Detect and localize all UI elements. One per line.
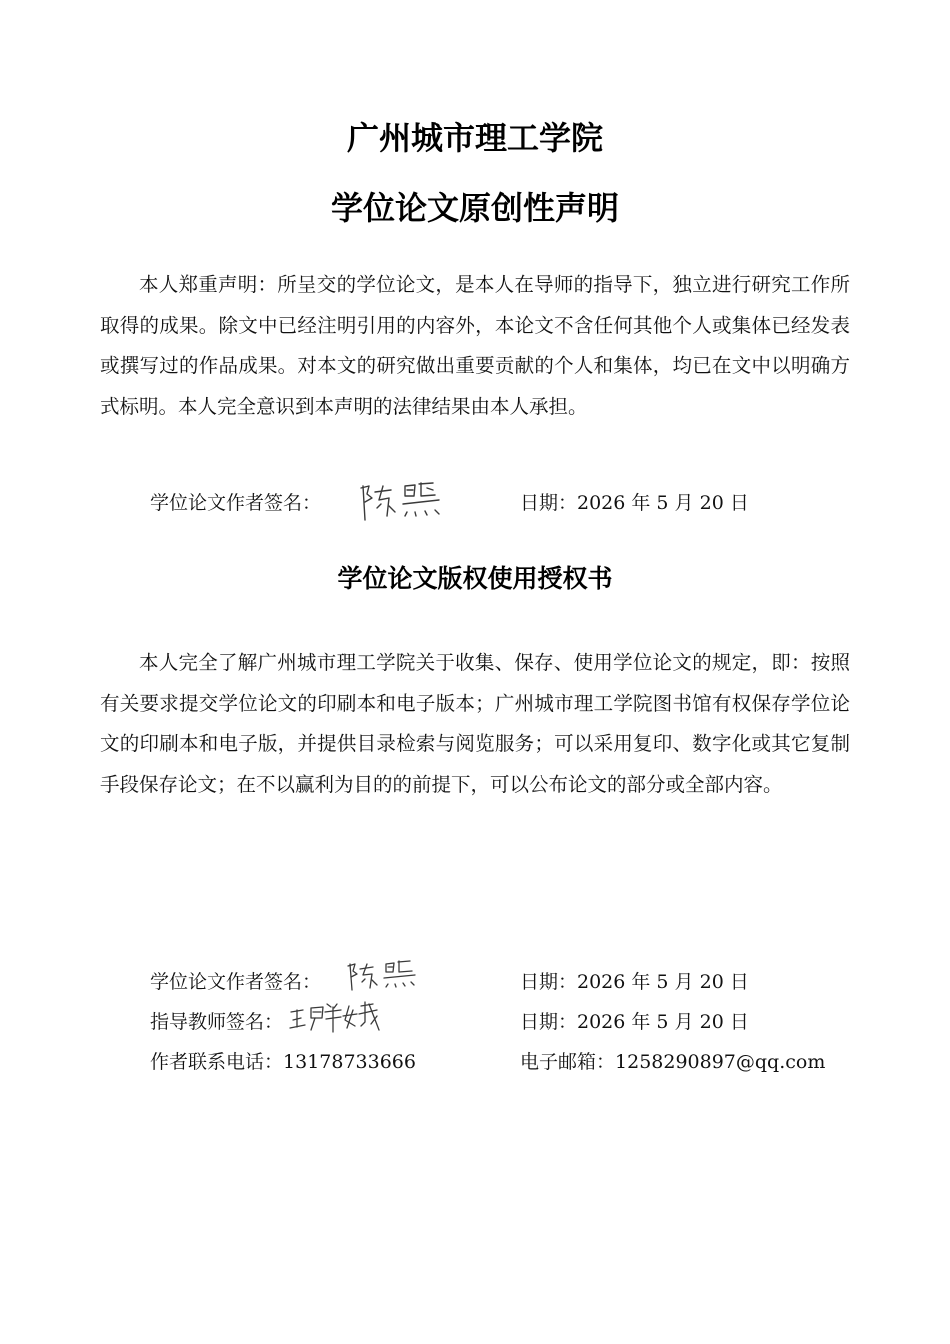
- email-row: [520, 1047, 825, 1077]
- advisor-handwritten-signature: [287, 998, 383, 1040]
- author-sign-label-2: 学位论文作者签名：: [150, 971, 322, 993]
- author-date-2: 日期：2026 年 5 月 20 日: [520, 971, 749, 993]
- phone-number: 13178733666: [283, 1051, 416, 1073]
- copyright-statement: 本人完全了解广州城市理工学院关于收集、保存、使用学位论文的规定，即：按照有关要求提交学位论文的印刷本和电子版本；广州城市理工学院图书馆有权保存学位论文的印刷本和电子版，并提供目录检索与阅览服务；可以采用复印、数字化或其它复制手段保存论文；在不以赢利为目的的前提下，可以公布论文的部分或全部内容。: [100, 651, 850, 796]
- originality-statement: 本人郑重声明：所呈交的学位论文，是本人在导师的指导下，独立进行研究工作所取得的成果。除文中已经注明引用的内容外，本论文不含任何其他个人或集体已经发表或撰写过的作品成果。对本文的研究做出重要贡献的个人和集体，均已在文中以明确方式标明。本人完全意识到本声明的法律结果由本人承担。: [100, 273, 850, 418]
- contact-row: [150, 1047, 416, 1077]
- advisor-date: 日期：2026 年 5 月 20 日: [520, 1011, 749, 1033]
- author-handwritten-signature: [355, 478, 455, 528]
- declaration-title: 学位论文原创性声明: [330, 189, 619, 227]
- phone-label: 作者联系电话：: [150, 1051, 284, 1073]
- university-title: 广州城市理工学院: [346, 119, 603, 157]
- originality-date: 日期：2026 年 5 月 20 日: [520, 492, 749, 514]
- author-sign-label: 学位论文作者签名：: [150, 492, 322, 514]
- email-label: 电子邮箱：: [520, 1051, 616, 1073]
- email-address: 1258290897@qq.com: [615, 1051, 826, 1073]
- copyright-title: 学位论文版权使用授权书: [337, 564, 613, 593]
- originality-sign-row: [150, 488, 321, 518]
- advisor-sign-label: 指导教师签名：: [150, 1011, 284, 1033]
- author-handwritten-signature-2: [343, 958, 429, 998]
